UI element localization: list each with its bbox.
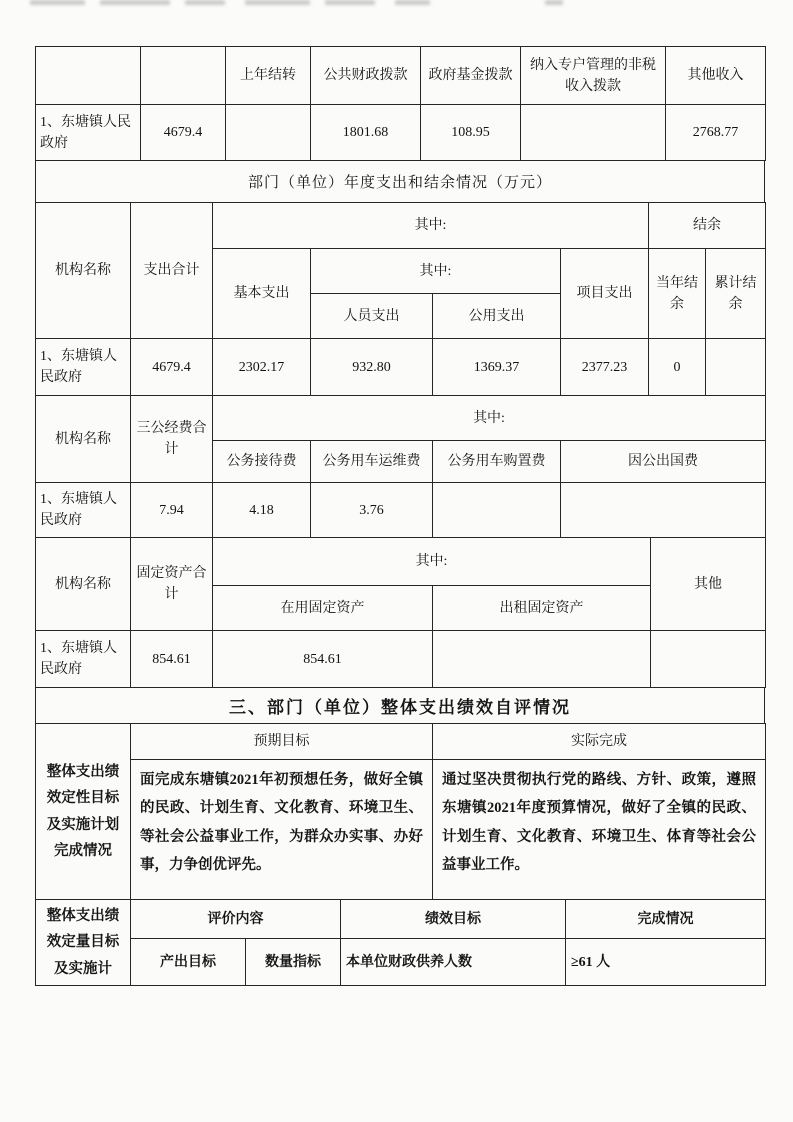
three-public-header-org: 机构名称 xyxy=(36,396,131,483)
income-header-public-finance: 公共财政拨款 xyxy=(311,47,421,105)
quantitative-row-label: 整体支出绩效定量目标及实施计 xyxy=(36,900,131,986)
income-carryover-value xyxy=(226,105,311,161)
three-public-header-vehicle-maintenance: 公务用车运维费 xyxy=(311,441,433,483)
expenditure-header-cumulative-balance: 累计结余 xyxy=(706,249,766,339)
quantitative-header-completion: 完成情况 xyxy=(566,900,766,939)
three-public-data-row xyxy=(36,483,766,538)
income-header-gov-fund: 政府基金拨款 xyxy=(421,47,521,105)
three-public-abroad-value xyxy=(561,483,766,538)
expenditure-section-title: 部门（单位）年度支出和结余情况（万元） xyxy=(35,160,765,203)
fixed-assets-header-in-use: 在用固定资产 xyxy=(213,586,433,631)
expenditure-project-value: 2377.23 xyxy=(561,339,649,396)
expenditure-header-total: 支出合计 xyxy=(131,203,213,339)
three-public-header-abroad: 因公出国费 xyxy=(561,441,766,483)
scan-smudge xyxy=(325,0,375,5)
income-public-finance-value: 1801.68 xyxy=(311,105,421,161)
scan-smudge xyxy=(545,0,563,5)
expenditure-cumulative-balance-value xyxy=(706,339,766,396)
quantitative-completion-value: ≥61 人 xyxy=(566,939,766,986)
quantitative-quantity-indicator: 数量指标 xyxy=(246,939,341,986)
scan-smudge xyxy=(100,0,170,5)
scan-smudge xyxy=(185,0,225,5)
three-public-header-among: 其中: xyxy=(213,396,766,441)
quantitative-performance-table xyxy=(35,899,766,986)
scan-smudge xyxy=(245,0,310,5)
expenditure-personnel-value: 932.80 xyxy=(311,339,433,396)
income-header-other: 其他收入 xyxy=(666,47,766,105)
expenditure-public-use-value: 1369.37 xyxy=(433,339,561,396)
expenditure-header-year-balance: 当年结余 xyxy=(649,249,706,339)
three-public-vehicle-maintenance-value: 3.76 xyxy=(311,483,433,538)
performance-section-title: 三、部门（单位）整体支出绩效自评情况 xyxy=(35,687,765,724)
expenditure-header-personnel: 人员支出 xyxy=(311,294,433,339)
fixed-assets-header-among: 其中: xyxy=(213,538,651,586)
expenditure-data-row xyxy=(36,339,766,396)
fixed-assets-header-other: 其他 xyxy=(651,538,766,631)
scan-smudge xyxy=(395,0,430,5)
income-total-value: 4679.4 xyxy=(141,105,226,161)
income-special-account-value xyxy=(521,105,666,161)
fixed-assets-org-name: 1、东塘镇人民政府 xyxy=(36,631,131,688)
three-public-header-total: 三公经费合计 xyxy=(131,396,213,483)
fixed-assets-header-org: 机构名称 xyxy=(36,538,131,631)
income-header-special-account: 纳入专户管理的非税收入拨款 xyxy=(521,47,666,105)
scan-artifact-top-edge xyxy=(0,0,793,10)
three-public-header-vehicle-purchase: 公务用车购置费 xyxy=(433,441,561,483)
scan-smudge xyxy=(30,0,85,5)
three-public-total-value: 7.94 xyxy=(131,483,213,538)
income-gov-fund-value: 108.95 xyxy=(421,105,521,161)
qualitative-expected-text: 面完成东塘镇2021年初预想任务，做好全镇的民政、计划生育、文化教育、环境卫生、等社会公益事业工作，为群众办实事、办好事，力争创优评先。 xyxy=(131,760,433,900)
fixed-assets-in-use-value: 854.61 xyxy=(213,631,433,688)
expenditure-header-project: 项目支出 xyxy=(561,249,649,339)
expenditure-header-among-sub: 其中: xyxy=(311,249,561,294)
fixed-assets-other-value xyxy=(651,631,766,688)
three-public-org-name: 1、东塘镇人民政府 xyxy=(36,483,131,538)
fixed-assets-table xyxy=(35,537,766,688)
quantitative-header-content: 评价内容 xyxy=(131,900,341,939)
fixed-assets-data-row xyxy=(36,631,766,688)
fixed-assets-header-total: 固定资产合计 xyxy=(131,538,213,631)
expenditure-basic-value: 2302.17 xyxy=(213,339,311,396)
income-header-carryover: 上年结转 xyxy=(226,47,311,105)
quantitative-data-row xyxy=(36,939,766,986)
qualitative-performance-table xyxy=(35,723,766,900)
three-public-table xyxy=(35,395,766,538)
income-org-name: 1、东塘镇人民政府 xyxy=(36,105,141,161)
fixed-assets-header-rented: 出租固定资产 xyxy=(433,586,651,631)
qualitative-header-expected: 预期目标 xyxy=(131,724,433,760)
three-public-vehicle-purchase-value xyxy=(433,483,561,538)
document-content xyxy=(35,47,765,986)
qualitative-actual-text: 通过坚决贯彻执行党的路线、方针、政策，遵照东塘镇2021年度预算情况，做好了全镇的民政、计划生育、文化教育、环境卫生、体育等社会公益事业工作。 xyxy=(433,760,766,900)
expenditure-header-public-use: 公用支出 xyxy=(433,294,561,339)
quantitative-indicator-name: 本单位财政供养人数 xyxy=(341,939,566,986)
fixed-assets-total-value: 854.61 xyxy=(131,631,213,688)
empty-header-cell xyxy=(141,47,226,105)
expenditure-header-among: 其中: xyxy=(213,203,649,249)
quantitative-output-goal: 产出目标 xyxy=(131,939,246,986)
qualitative-row-label: 整体支出绩效定性目标及实施计划完成情况 xyxy=(36,724,131,900)
three-public-header-reception: 公务接待费 xyxy=(213,441,311,483)
income-table xyxy=(35,46,766,161)
empty-header-cell xyxy=(36,47,141,105)
expenditure-header-basic: 基本支出 xyxy=(213,249,311,339)
quantitative-header-target: 绩效目标 xyxy=(341,900,566,939)
expenditure-org-name: 1、东塘镇人民政府 xyxy=(36,339,131,396)
expenditure-year-balance-value: 0 xyxy=(649,339,706,396)
expenditure-header-balance: 结余 xyxy=(649,203,766,249)
expenditure-header-org: 机构名称 xyxy=(36,203,131,339)
expenditure-table xyxy=(35,202,766,396)
fixed-assets-rented-value xyxy=(433,631,651,688)
expenditure-total-value: 4679.4 xyxy=(131,339,213,396)
three-public-reception-value: 4.18 xyxy=(213,483,311,538)
qualitative-header-actual: 实际完成 xyxy=(433,724,766,760)
income-other-value: 2768.77 xyxy=(666,105,766,161)
income-data-row xyxy=(36,105,766,161)
